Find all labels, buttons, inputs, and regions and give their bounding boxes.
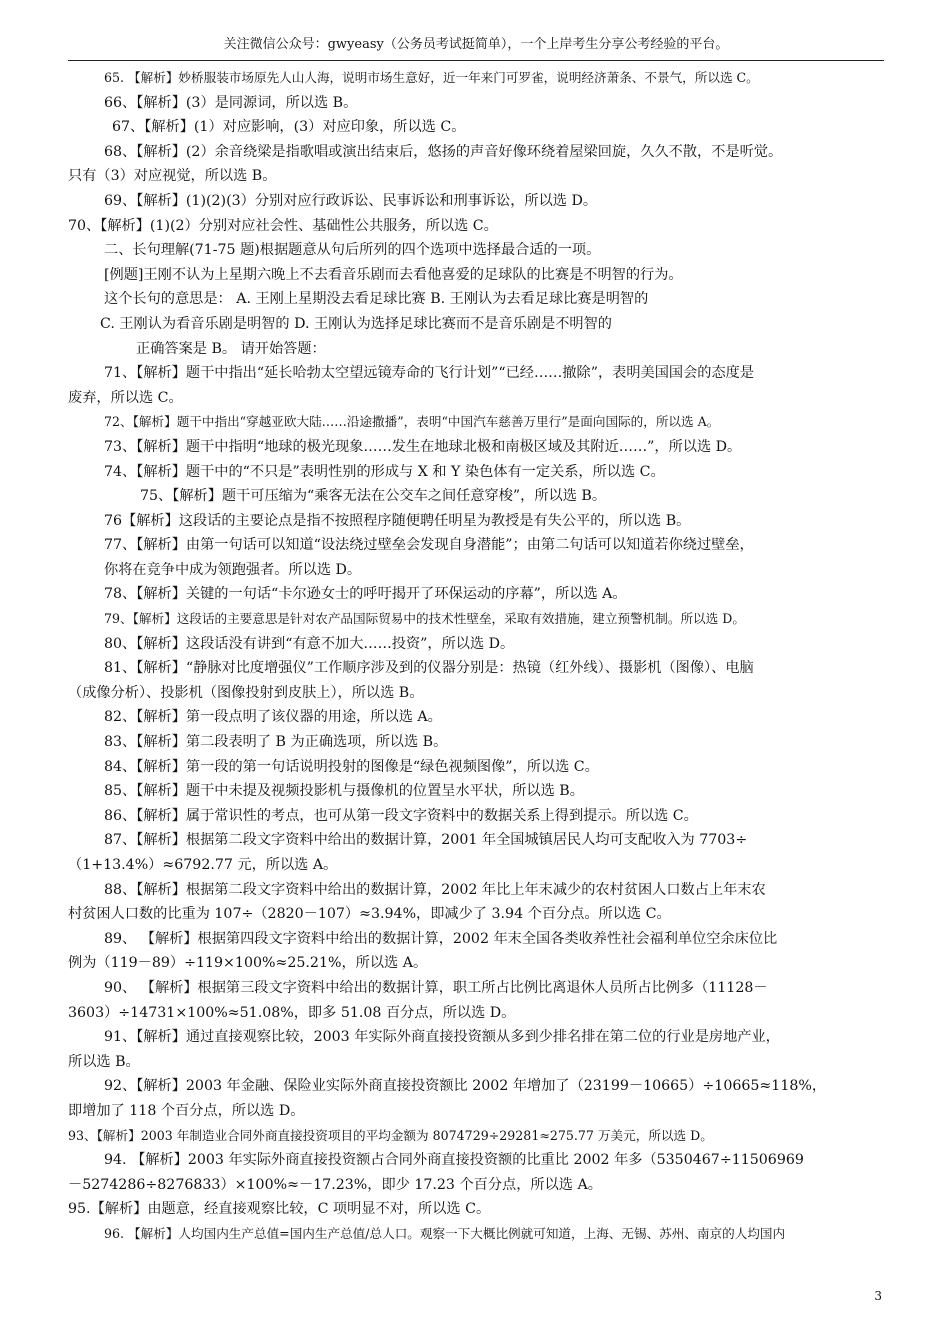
text-line: 例为（119－89）÷119×100%≈25.21%，所以选 A。 <box>68 955 428 972</box>
text-line: 正确答案是 B。 请开始答题： <box>136 340 326 357</box>
text-line: 67、【解析】(1）对应影响，(3）对应印象，所以选 C。 <box>112 119 466 136</box>
text-line: 69、【解析】(1)(2)(3）分别对应行政诉讼、民事诉讼和刑事诉讼，所以选 D。 <box>104 192 598 209</box>
text-line: 78、【解析】关键的一句话“卡尔逊女士的呼吁揭开了环保运动的序幕”，所以选 A。 <box>104 586 627 603</box>
text-line: 87、【解析】根据第二段文字资料中给出的数据计算，2001 年全国城镇居民人均可支配收入为 7703÷ <box>104 832 748 849</box>
text-line: 65. 【解析】妙桥服装市场原先人山人海，说明市场生意好，近一年来门可罗雀，说明经济萧条、不景气，所以选 C。 <box>104 70 759 85</box>
text-line: －5274286÷8276833）×100%≈－17.23%，即少 17.23 个百分点，所以选 A。 <box>68 1176 602 1193</box>
text-line: 只有（3）对应视觉，所以选 B。 <box>68 168 277 185</box>
text-line: 92、【解析】2003 年金融、保险业实际外商直接投资额比 2002 年增加了（23199－10665）÷10665≈118%， <box>104 1078 827 1095</box>
text-line: 72、【解析】题干中指出“穿越亚欧大陆……沿途撒播”，表明“中国汽车慈善万里行”是面向国际的，所以选 A。 <box>104 414 720 430</box>
text-line: 94. 【解析】2003 年实际外商直接投资额占合同外商直接投资额的比重比 2002 年多（5350467÷11506969 <box>104 1152 804 1169</box>
text-line: 83、【解析】第二段表明了 B 为正确选项，所以选 B。 <box>104 734 448 751</box>
text-line: 这个长句的意思是： A. 王刚上星期没去看足球比赛 B. 王刚认为去看足球比赛是明智的 <box>104 291 649 308</box>
text-line: 93、【解析】2003 年制造业合同外商直接投资项目的平均金额为 8074729÷29281≈275.77 万美元，所以选 D。 <box>68 1127 713 1143</box>
text-line: 所以选 B。 <box>68 1053 140 1070</box>
text-line: 91、【解析】通过直接观察比较，2003 年实际外商直接投资额从多到少排名排在第二位的行业是房地产业， <box>104 1029 780 1046</box>
text-line: 二、长句理解(71-75 题)根据题意从句后所列的四个选项中选择最合适的一项。 <box>104 242 601 259</box>
text-line: 84、【解析】第一段的第一句话说明投射的图像是“绿色视频图像”，所以选 C。 <box>104 758 599 775</box>
text-line: 90、 【解析】根据第三段文字资料中给出的数据计算，职工所占比例比离退休人员所占比例多（11128－ <box>104 979 768 996</box>
answer-explanations <box>68 66 886 1247</box>
text-line: 废弃，所以选 C。 <box>68 389 183 406</box>
text-line: 66、【解析】(3）是同源词，所以选 B。 <box>104 94 358 111</box>
text-line: 85、【解析】题干中未提及视频投影机与摄像机的位置呈水平状，所以选 B。 <box>104 783 584 800</box>
page-header: 关注微信公众号：gwyeasy（公务员考试挺简单），一个上岸考生分享公考经验的平台。 <box>223 37 729 52</box>
text-line: 75、【解析】题干可压缩为“乘客无法在公交车之间任意穿梭”，所以选 B。 <box>140 488 607 505</box>
text-line: 86、【解析】属于常识性的考点，也可从第一段文字资料中的数据关系上得到提示。所以选 C。 <box>104 807 698 824</box>
text-line: 即增加了 118 个百分点，所以选 D。 <box>68 1102 305 1119</box>
text-line: 村贫困人口数的比重为 107÷（2820－107）≈3.94%，即减少了 3.94 个百分点。所以选 C。 <box>68 906 671 923</box>
text-line: （1+13.4%）≈6792.77 元，所以选 A。 <box>68 857 338 873</box>
text-line: 76【解析】这段话的主要论点是指不按照程序随便聘任明星为教授是有失公平的，所以选 B。 <box>104 512 691 529</box>
text-line: 71、【解析】题干中指出“延长哈勃太空望远镜寿命的飞行计划”“已经……撤除”，表明美国国会的态度是 <box>104 365 755 382</box>
text-line: 77、【解析】由第一句话可以知道“设法绕过壁垒会发现自身潜能”；由第二句话可以知道若你绕过壁垒， <box>104 537 754 554</box>
text-line: （成像分析）、投影机（图像投射到皮肤上），所以选 B。 <box>68 684 424 701</box>
text-line: 81、【解析】“静脉对比度增强仪”工作顺序涉及到的仪器分别是：热镜（红外线）、摄影机（图像）、电脑 <box>104 660 754 677</box>
text-line: 68、【解析】(2）余音绕梁是指歌唱或演出结束后，悠扬的声音好像环绕着屋梁回旋，久久不散，不是听觉。 <box>104 143 783 160</box>
text-line: 88、【解析】根据第二段文字资料中给出的数据计算，2002 年比上年末减少的农村贫困人口数占上年末农 <box>104 881 766 898</box>
text-line: 79、【解析】这段话的主要意思是针对农产品国际贸易中的技术性壁垒，采取有效措施，建立预警机制。所以选 D。 <box>104 611 745 627</box>
text-line: 74、【解析】题干中的“不只是”表明性别的形成与 X 和 Y 染色体有一定关系，所以选 C。 <box>104 463 665 480</box>
text-line: C. 王刚认为看音乐剧是明智的 D. 王刚认为选择足球比赛而不是音乐剧是不明智的 <box>100 315 612 332</box>
header-divider <box>68 60 884 61</box>
text-line: 82、【解析】第一段点明了该仪器的用途，所以选 A。 <box>104 709 442 726</box>
text-line: 96. 【解析】人均国内生产总值=国内生产总值/总人口。观察一下大概比例就可知道，上海、无锡、苏州、南京的人均国内 <box>104 1225 786 1241</box>
text-line: 73、【解析】题干中指明“地球的极光现象……发生在地球北极和南极区域及其附近……”，所以选 D。 <box>104 438 742 455</box>
text-line: 89、 【解析】根据第四段文字资料中给出的数据计算，2002 年末全国各类收养性社会福利单位空余床位比 <box>104 930 778 947</box>
text-line: 70、【解析】(1)(2）分别对应社会性、基础性公共服务，所以选 C。 <box>68 217 498 234</box>
page-number: 3 <box>874 1289 882 1303</box>
text-line: 80、【解析】这段话没有讲到“有意不加大……投资”，所以选 D。 <box>104 635 515 652</box>
text-line: 95.【解析】由题意，经直接观察比较，C 项明显不对，所以选 C。 <box>68 1201 491 1218</box>
text-line: [例题]王刚不认为上星期六晚上不去看音乐剧而去看他喜爱的足球队的比赛是不明智的行为。 <box>104 266 683 283</box>
text-line: 3603）÷14731×100%≈51.08%，即多 51.08 百分点，所以选 D。 <box>68 1004 516 1021</box>
text-line: 你将在竞争中成为领跑强者。所以选 D。 <box>104 561 362 578</box>
